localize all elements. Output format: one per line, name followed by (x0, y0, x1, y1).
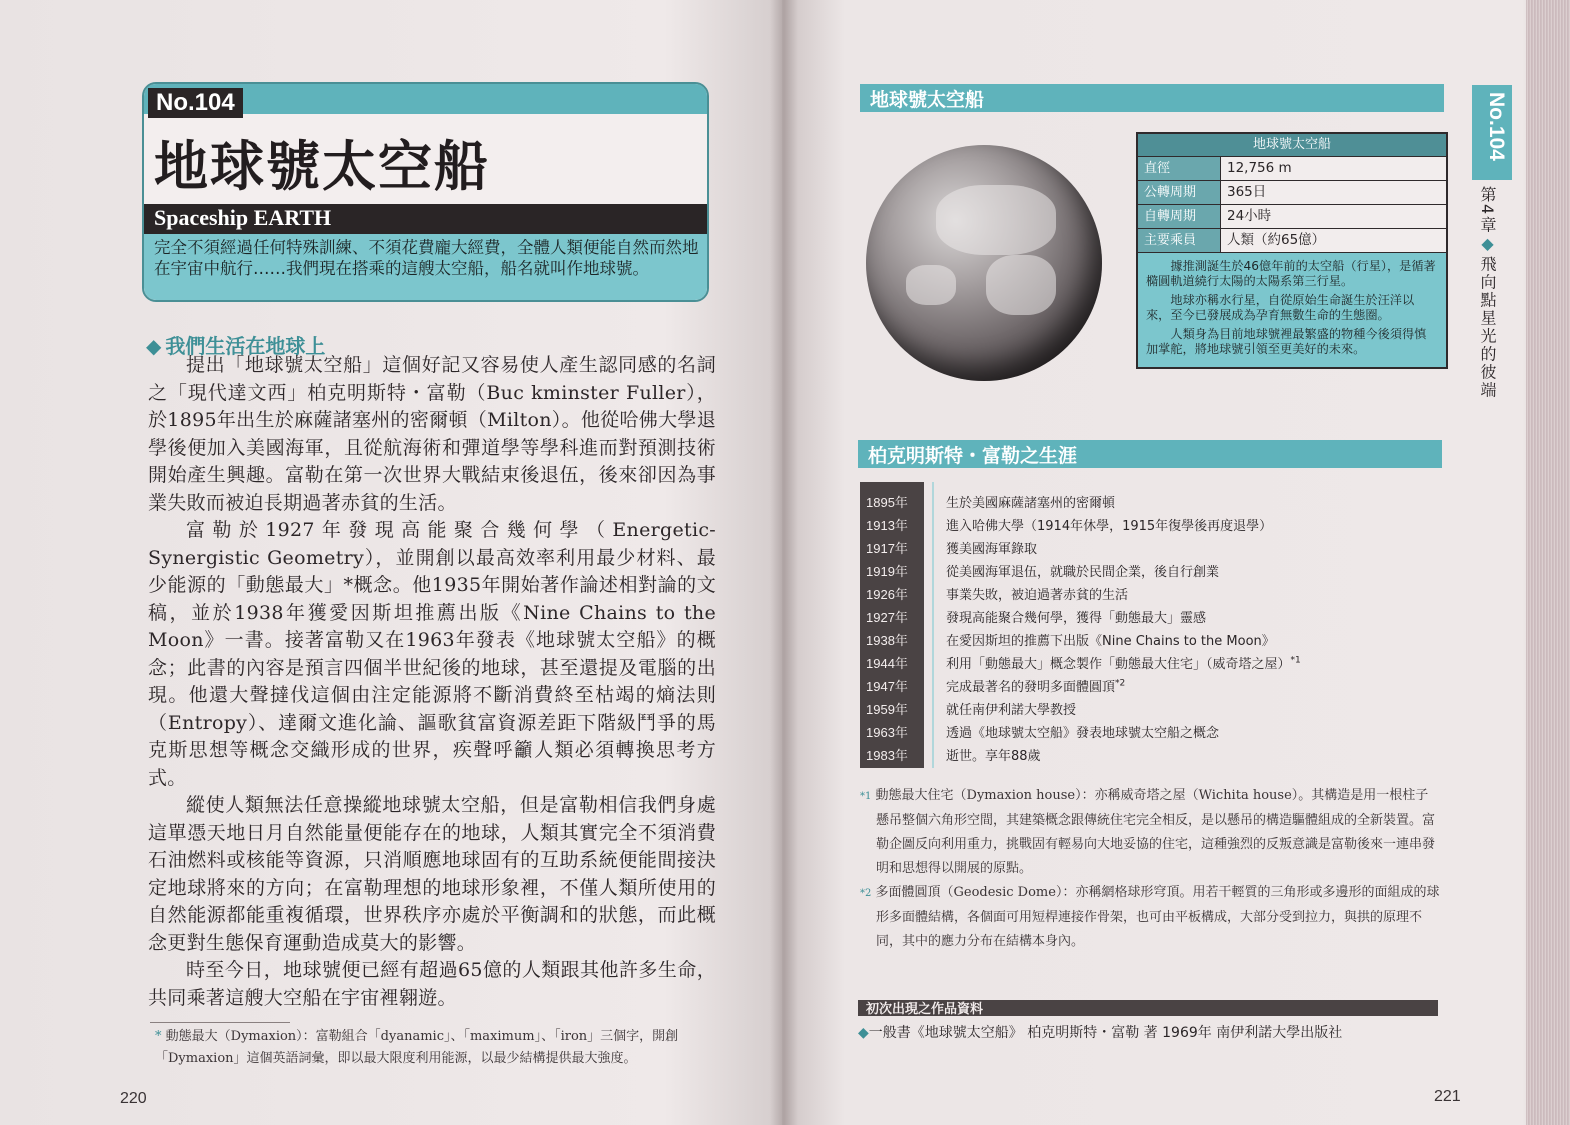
first-work-heading: 初次出現之作品資料 (866, 1002, 984, 1017)
info-value: 24小時 (1227, 208, 1272, 224)
footnote (155, 1026, 720, 1070)
timeline-event (946, 676, 1125, 695)
info-row (1138, 204, 1446, 228)
timeline-year: 1926年 (866, 587, 908, 602)
info-row (1138, 180, 1446, 204)
body-paragraph-4: 時至今日，地球號便已經有超過65億的人類跟其他許多生命，共同乘著這艘大空船在宇宙裡翱遊。 (148, 959, 716, 1009)
body-text (148, 352, 716, 1012)
section-title-spaceship: 地球號太空船 (870, 89, 985, 111)
timeline-row (860, 720, 1442, 742)
timeline-year: 1947年 (866, 679, 908, 694)
timeline-year: 1963年 (866, 725, 908, 740)
info-value: 人類（約65億） (1227, 232, 1326, 248)
right-footnote (860, 881, 1440, 954)
info-notes (1138, 252, 1446, 367)
info-key: 主要乘員 (1138, 229, 1221, 252)
footnote-divider (150, 1022, 290, 1023)
right-footnotes (860, 784, 1440, 954)
info-note: 地球亦稱水行星，自從原始生命誕生於汪洋以來，至今已發展成為孕育無數生命的生態圈。 (1146, 293, 1415, 322)
footnote-mark: *2 (860, 888, 872, 899)
timeline-row (860, 559, 1442, 581)
timeline-event: 從美國海軍退伍，就職於民間企業，後自行創業 (946, 565, 1220, 580)
timeline-year: 1927年 (866, 610, 908, 625)
first-work (858, 1022, 1342, 1042)
side-tab-number: No.104 (1485, 92, 1508, 161)
side-chapter-prefix: 第4章 (1478, 186, 1497, 235)
timeline-event-text: 完成最著名的發明多面體圓頂 (946, 680, 1116, 695)
timeline-row (860, 628, 1442, 650)
footnote-mark: * (155, 1029, 162, 1044)
timeline-row (860, 513, 1442, 535)
timeline-row (860, 743, 1442, 765)
info-key: 直徑 (1138, 157, 1221, 180)
info-value: 365日 (1227, 184, 1267, 200)
timeline-event: 逝世。享年88歲 (946, 749, 1041, 764)
side-chapter (1476, 186, 1499, 399)
english-title: Spaceship EARTH (154, 205, 332, 230)
timeline-event-text: 利用「動態最大」概念製作「動態最大住宅」（威奇塔之屋） (946, 657, 1291, 672)
timeline-event: 事業失敗，被迫過著赤貧的生活 (946, 588, 1129, 603)
timeline-row (860, 674, 1442, 696)
timeline-year: 1895年 (866, 495, 908, 510)
section-heading-text: 我們生活在地球上 (165, 334, 326, 358)
info-key: 自轉周期 (1138, 205, 1221, 228)
timeline-year: 1944年 (866, 656, 908, 671)
info-row (1138, 156, 1446, 180)
timeline-year: 1959年 (866, 702, 908, 717)
page-title: 地球號太空船 (154, 135, 490, 198)
info-key: 公轉周期 (1138, 181, 1221, 204)
footnote-text: 動態最大（Dymaxion）：富勒組合「dyanamic」、「maximum」、「iron」三個字，開創「Dymaxion」這個英語詞彙，即以最大限度利用能源，以最少結構提供最大強度。 (155, 1029, 679, 1066)
timeline-event: 就任南伊利諾大學教授 (946, 703, 1077, 718)
timeline-year: 1917年 (866, 541, 908, 556)
section-title-career: 柏克明斯特・富勒之生涯 (868, 445, 1078, 467)
timeline-year: 1938年 (866, 633, 908, 648)
career-timeline (860, 482, 1442, 768)
entry-number: No.104 (148, 88, 243, 118)
info-table (1136, 132, 1448, 369)
info-table-header: 地球號太空船 (1138, 134, 1446, 156)
timeline-year: 1913年 (866, 518, 908, 533)
intro-text: 完全不須經過任何特殊訓練、不須花費龐大經費，全體人類便能自然而然地在宇宙中航行……我們現在搭乘的這艘太空船，船名就叫作地球號。 (154, 238, 699, 278)
timeline-year: 1983年 (866, 748, 908, 763)
book-spine (770, 0, 798, 1125)
info-value: 12,756 m (1227, 160, 1292, 176)
timeline-event: 獲美國海軍錄取 (946, 542, 1038, 557)
right-footnote-text: 動態最大住宅（Dymaxion house）：亦稱威奇塔之屋（Wichita house）。其構造是用一根柱子懸吊整個六角形空間，其建築概念跟傳統住宅完全相反，是以懸吊的構造驅體組成的全新裝置。富勒企圖反向利用重力，挑戰固有輕易向大地妥協的住宅，這種強烈的反叛意識是富勒後來一連串發明和思想得以開展的原點。 (875, 788, 1436, 876)
diamond-icon: ◆ (858, 1025, 869, 1041)
earth-landmass (936, 185, 1056, 255)
timeline-row (860, 490, 1442, 512)
right-footnote (860, 784, 1440, 881)
timeline-row (860, 697, 1442, 719)
timeline-year: 1919年 (866, 564, 908, 579)
page-edges (1526, 0, 1570, 1125)
body-paragraph-3: 縱使人類無法任意操縱地球號太空船，但是富勒相信我們身處這單憑天地日月自然能量便能存在的地球，人類其實完全不須消費石油燃料或核能等資源，只消順應地球固有的互助系統便能間接決定地球將來的方向；在富勒理想的地球形象裡，不僅人類所使用的自然能源都能重複循環，世界秩序亦處於平衡調和的狀態，而此概念更對生態保育運動造成莫大的影響。 (148, 794, 716, 954)
footnote-ref: *2 (1115, 678, 1126, 689)
diamond-icon: ◆ (1478, 234, 1497, 256)
page-number-right: 221 (1434, 1088, 1461, 1105)
footnote-ref: *1 (1290, 655, 1301, 666)
timeline-event: 在愛因斯坦的推薦下出版《Nine Chains to the Moon》 (946, 634, 1275, 649)
body-paragraph-1: 提出「地球號太空船」這個好記又容易使人產生認同感的名詞之「現代達文西」柏克明斯特・富勒（Buc kminster Fuller），於1895年出生於麻薩諸塞州的密爾頓（Milton）。他從哈佛大學退學後便加入美國海軍，且從航海術和彈道學等學科進而對預測技術開始產生興趣。富勒在第一次世界大戰結束後退伍，後來卻因為事業失敗而被迫長期過著赤貧的生活。 (148, 354, 716, 514)
timeline-event: 生於美國麻薩諸塞州的密爾頓 (946, 496, 1116, 511)
info-row (1138, 228, 1446, 252)
info-note: 據推測誕生於46億年前的太空船（行星），是循著橢圓軌道繞行太陽的太陽系第三行星。 (1146, 259, 1436, 288)
body-paragraph-2: 富勒於1927年發現高能聚合幾何學（Energetic-Synergistic Geometry），並開創以最高效率利用最少材料、最少能源的「動態最大」*概念。他1935年開始著作論述相對論的文稿，並於1938年獲愛因斯坦推薦出版《Nine Chains to the Moon》一書。接著富勒又在1963年發表《地球號太空船》的概念；此書的內容是預言四個半世紀後的地球，甚至還提及電腦的出現。他還大聲撻伐這個由注定能源將不斷消費終至枯竭的熵法則（Entropy）、達爾文進化論、謳歌貧富資源差距下階級鬥爭的馬克斯思想等概念交織形成的世界，疾聲呼籲人類必須轉換思考方式。 (148, 519, 716, 789)
left-page (0, 0, 782, 1125)
first-work-text: 一般書《地球號太空船》 柏克明斯特・富勒 著 1969年 南伊利諾大學出版社 (868, 1025, 1343, 1041)
footnote-mark: *1 (860, 791, 872, 802)
diamond-icon: ◆ (146, 334, 162, 358)
side-chapter-title: 飛向點星光的彼端 (1478, 255, 1497, 400)
timeline-row (860, 536, 1442, 558)
timeline-row (860, 582, 1442, 604)
earth-landmass (906, 265, 956, 305)
timeline-event: 進入哈佛大學（1914年休學，1915年復學後再度退學） (946, 519, 1273, 534)
page-number-left: 220 (120, 1090, 147, 1107)
earth-globe-image (866, 145, 1102, 381)
info-note: 人類身為目前地球號裡最繁盛的物種今後須得慎加掌舵，將地球號引領至更美好的未來。 (1146, 327, 1427, 356)
timeline-event (946, 653, 1301, 672)
timeline-row (860, 605, 1442, 627)
timeline-event: 透過《地球號太空船》發表地球號太空船之概念 (946, 726, 1220, 741)
timeline-event: 發現高能聚合幾何學，獲得「動態最大」靈感 (946, 611, 1207, 626)
title-box (142, 82, 709, 302)
timeline-row (860, 651, 1442, 673)
right-footnote-text: 多面體圓頂（Geodesic Dome）：亦稱網格球形穹頂。用若干輕質的三角形或多邊形的面組成的球形多面體結構，各個面可用短桿連接作骨架，也可由平板構成，大部分受到拉力，與拱的原理不同，其中的應力分布在結構本身內。 (875, 885, 1440, 949)
earth-landmass (986, 255, 1056, 315)
